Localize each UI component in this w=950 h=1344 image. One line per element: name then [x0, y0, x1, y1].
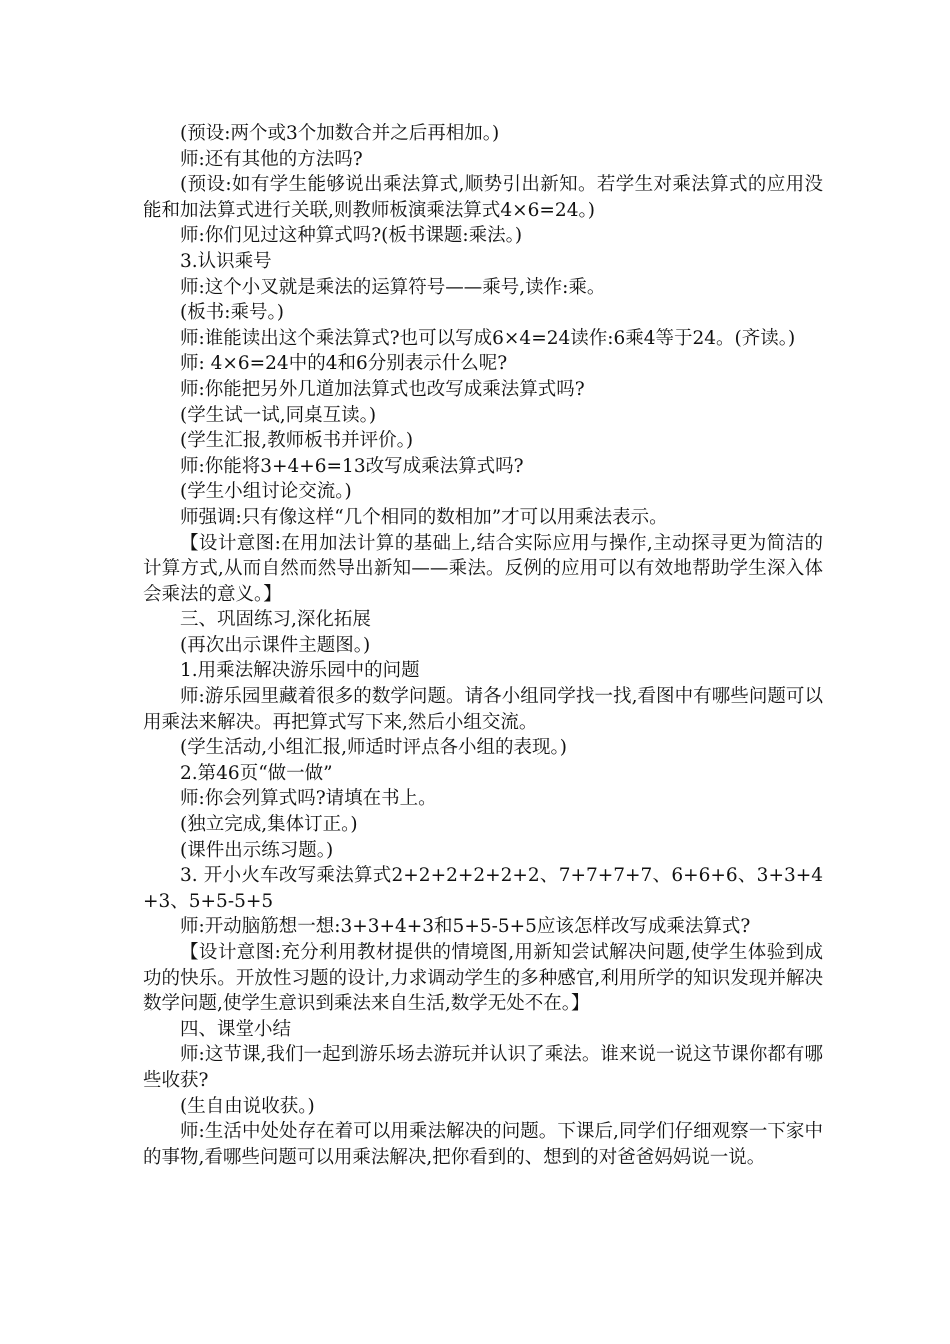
section-heading: 四、课堂小结	[180, 1018, 292, 1040]
paragraph: 师:谁能读出这个乘法算式?也可以写成6×4=24读作:6乘4等于24。(齐读。)	[180, 327, 796, 349]
paragraph: (生自由说收获。)	[180, 1095, 315, 1117]
section-heading: 三、巩固练习,深化拓展	[180, 609, 371, 631]
paragraph: 师:游乐园里藏着很多的数学问题。请各小组同学找一找,看图中有哪些问题可以用乘法来解决。再把算式写下来,然后小组交流。	[143, 686, 823, 733]
paragraph: 师:生活中处处存在着可以用乘法解决的问题。下课后,同学们仔细观察一下家中的事物,看哪些问题可以用乘法解决,把你看到的、想到的对爸爸妈妈说一说。	[143, 1121, 823, 1168]
paragraph: 师:还有其他的方法吗?	[180, 148, 363, 170]
paragraph: (预设:如有学生能够说出乘法算式,顺势引出新知。若学生对乘法算式的应用没能和加法算式进行关联,则教师板演乘法算式4×6=24。)	[143, 174, 823, 221]
paragraph: (独立完成,集体订正。)	[180, 814, 358, 836]
section-subheading: 3. 开小火车改写乘法算式2+2+2+2+2+2、7+7+7+7、6+6+6、3+3+4+3、5+5-5+5	[143, 865, 823, 912]
paragraph: 师:你会列算式吗?请填在书上。	[180, 788, 437, 810]
paragraph: 师: 4×6=24中的4和6分别表示什么呢?	[180, 353, 508, 375]
section-subheading: 2.第46页“做一做”	[180, 762, 333, 784]
paragraph: (学生汇报,教师板书并评价。)	[180, 430, 414, 452]
paragraph: 师:开动脑筋想一想:3+3+4+3和5+5-5+5应该怎样改写成乘法算式?	[180, 916, 751, 938]
paragraph: (课件出示练习题。)	[180, 839, 334, 861]
paragraph: 师:这个小叉就是乘法的运算符号——乘号,读作:乘。	[180, 276, 606, 298]
paragraph: (板书:乘号。)	[180, 302, 284, 324]
design-intent-note: 【设计意图:在用加法计算的基础上,结合实际应用与操作,主动探寻更为简洁的计算方式,从而自然而然导出新知——乘法。反例的应用可以有效地帮助学生深入体会乘法的意义。】	[143, 532, 823, 605]
section-subheading: 3.认识乘号	[180, 250, 272, 272]
paragraph: (预设:两个或3个加数合并之后再相加。)	[180, 123, 500, 144]
paragraph: (学生试一试,同桌互读。)	[180, 404, 377, 426]
paragraph: (再次出示课件主题图。)	[180, 634, 371, 656]
paragraph: 师:这节课,我们一起到游乐场去游玩并认识了乘法。谁来说一说这节课你都有哪些收获?	[143, 1044, 823, 1091]
design-intent-note: 【设计意图:充分利用教材提供的情境图,用新知尝试解决问题,使学生体验到成功的快乐。开放性习题的设计,力求调动学生的多种感官,利用所学的知识发现并解决数学问题,使学生意识到乘法来自生活,数学无处不在。】	[143, 942, 823, 1015]
paragraph: 师强调:只有像这样“几个相同的数相加”才可以用乘法表示。	[180, 506, 668, 528]
document-body	[143, 121, 823, 1170]
paragraph: 师:你们见过这种算式吗?(板书课题:乘法。)	[180, 225, 523, 247]
paragraph: (学生小组讨论交流。)	[180, 481, 352, 503]
paragraph: 师:你能将3+4+6=13改写成乘法算式吗?	[180, 455, 524, 477]
paragraph: (学生活动,小组汇报,师适时评点各小组的表现。)	[180, 737, 567, 759]
section-subheading: 1.用乘法解决游乐园中的问题	[180, 660, 420, 682]
paragraph: 师:你能把另外几道加法算式也改写成乘法算式吗?	[180, 378, 585, 400]
